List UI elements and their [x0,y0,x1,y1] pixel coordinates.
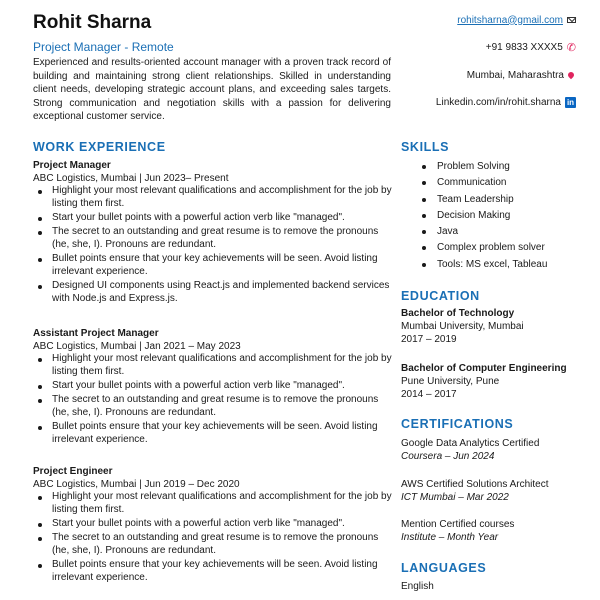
job-meta: ABC Logistics, Mumbai | Jun 2019 – Dec 2020 [33,479,240,490]
skill-item: Decision Making [437,210,581,226]
job-bullet: The secret to an outstanding and great resume is to remove the pronouns (he, she, I). Pronouns are redundant. [52,532,393,557]
job-meta: ABC Logistics, Mumbai | Jan 2021 – May 2023 [33,341,241,352]
job-bullet: The secret to an outstanding and great resume is to remove the pronouns (he, she, I). Pronouns are redundant. [52,394,393,419]
email-link[interactable]: rohitsharna@gmail.com [457,14,563,26]
job-meta: ABC Logistics, Mumbai | Jun 2023– Present [33,173,229,184]
contact-linkedin-row[interactable] [366,96,576,110]
languages-heading: LANGUAGES [401,561,487,575]
job-title: Project Manager [33,160,111,171]
education-years: 2017 – 2019 [401,334,457,346]
phone-number: +91 9833 XXXX5 [485,42,563,53]
job-bullet: The secret to an outstanding and great resume is to remove the pronouns (he, she, I). Pronouns are redundant. [52,226,393,251]
job-bullets [33,353,393,447]
skills-list [401,161,581,275]
skill-item: Tools: MS excel, Tableau [437,259,581,275]
skill-item: Communication [437,177,581,193]
skill-item: Problem Solving [437,161,581,177]
certification-detail: Institute – Month Year [401,532,499,544]
job-entry [33,327,393,448]
profile-summary: Experienced and results-oriented account manager with a proven track record of building and maintaining strong client relationships. Skilled in understanding client needs, developing strategic account plans, and exceeding sales targets. Strong communication and negotiation skills with a passion for delivering exceptional customer service. [33,57,391,123]
location-pin-icon [567,71,575,79]
candidate-name: Rohit Sharna [33,12,152,33]
certification-name: Google Data Analytics Certified [401,438,540,449]
skills-list-wrap [401,161,581,275]
linkedin-link[interactable]: Linkedin.com/in/rohit.sharna [435,97,561,108]
education-school: Pune University, Pune [401,376,500,388]
mail-icon [567,17,576,23]
job-bullet: Bullet points ensure that your key achievements will be seen. Avoid listing irrelevant experience. [52,559,393,584]
job-bullet: Start your bullet points with a powerful action verb like "managed". [52,380,393,393]
job-entry [33,159,393,307]
certification-entry [401,518,581,544]
education-entry [401,307,581,347]
job-bullet: Highlight your most relevant qualifications and accomplishment for the job by listing them first. [52,491,392,515]
certification-entry [401,478,581,504]
job-bullet: Designed UI components using React.js and implemented backend services with Node.js and Express.js. [52,280,393,305]
job-entry [33,465,393,586]
education-degree: Bachelor of Computer Engineering [401,363,567,374]
contact-block [366,13,576,123]
job-bullets [33,491,393,585]
job-bullet: Highlight your most relevant qualifications and accomplishment for the job by listing them first. [52,353,392,377]
certification-detail: Coursera – Jun 2024 [401,451,495,463]
job-bullet: Start your bullet points with a powerful action verb like "managed". [52,212,393,225]
skill-item: Complex problem solver [437,242,581,258]
phone-icon: ✆ [566,41,576,54]
education-school: Mumbai University, Mumbai [401,321,524,333]
linkedin-icon: in [566,98,575,107]
location-text: Mumbai, Maharashtra [466,69,564,81]
job-bullets [33,185,393,306]
education-degree: Bachelor of Technology [401,308,515,319]
skills-heading: SKILLS [401,140,450,154]
language-item: English [401,581,434,592]
certification-entry [401,437,581,463]
job-bullet: Bullet points ensure that your key achievements will be seen. Avoid listing irrelevant experience. [52,421,393,446]
education-heading: EDUCATION [401,289,480,303]
job-title: Assistant Project Manager [33,328,159,339]
job-bullet: Start your bullet points with a powerful action verb like "managed". [52,518,393,531]
contact-email-row[interactable] [366,13,576,27]
certifications-heading: CERTIFICATIONS [401,417,514,431]
job-bullet: Bullet points ensure that your key achievements will be seen. Avoid listing irrelevant experience. [52,253,393,278]
education-years: 2014 – 2017 [401,389,457,401]
job-bullet: Highlight your most relevant qualifications and accomplishment for the job by listing them first. [52,185,392,209]
skill-item: Team Leadership [437,194,581,210]
education-entry [401,362,581,402]
certification-detail: ICT Mumbai – Mar 2022 [401,492,509,504]
work-experience-heading: WORK EXPERIENCE [33,140,166,154]
languages-list [401,579,581,594]
certification-name: AWS Certified Solutions Architect [401,479,549,490]
candidate-role: Project Manager - Remote [33,40,174,54]
contact-phone-row [366,41,576,55]
job-title: Project Engineer [33,466,113,477]
certification-name: Mention Certified courses [401,519,515,530]
contact-location-row [366,68,576,82]
skill-item: Java [437,226,581,242]
